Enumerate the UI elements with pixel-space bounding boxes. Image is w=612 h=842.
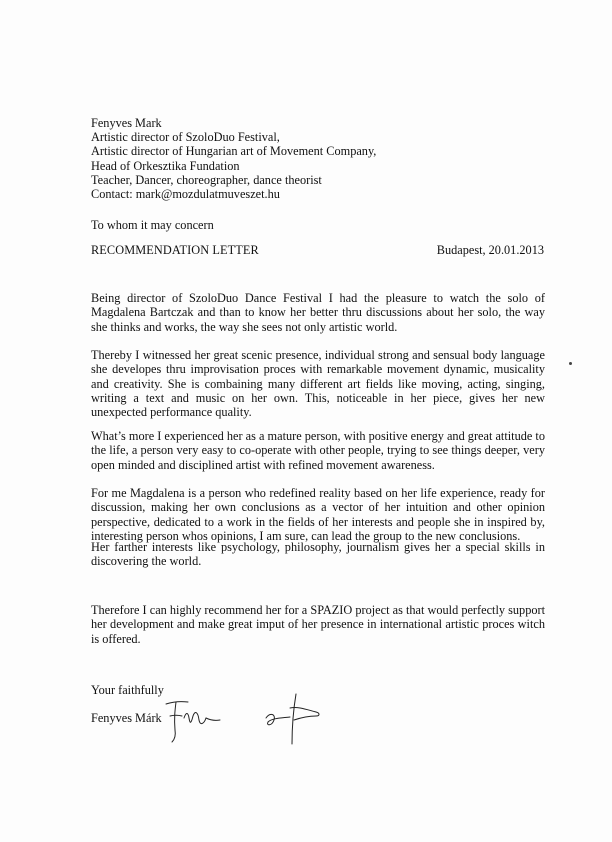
- letter-title: RECOMMENDATION LETTER: [91, 243, 259, 257]
- sender-role-3: Head of Orkesztika Fundation: [91, 158, 240, 173]
- paragraph-5: Her farther interests like psychology, philosophy, journalism gives her a special skills in discovering the world.: [91, 540, 545, 569]
- paragraph-4: For me Magdalena is a person who redefined reality based on her life experience, ready for discussion, making her own conclusions as a vector of her intuition and other opinion perspective, dedicated to a work in the fields of her interests and people she in inspired by, interesting person whos opinions, I am sure, can lead the group to the new conclusions.: [91, 486, 545, 543]
- handwritten-signature: [158, 688, 328, 748]
- closing-phrase: Your faithfully: [91, 683, 164, 697]
- sender-role-2: Artistic director of Hungarian art of Movement Company,: [91, 144, 377, 159]
- sender-role-4: Teacher, Dancer, choreographer, dance theorist: [91, 172, 322, 187]
- sender-name: Fenyves Mark: [91, 116, 162, 130]
- salutation: To whom it may concern: [91, 218, 214, 232]
- paper-speck: [569, 362, 572, 365]
- sender-contact: Contact: mark@mozdulatmuveszet.hu: [91, 187, 280, 202]
- paragraph-3: What’s more I experienced her as a mature person, with positive energy and great attitude to the life, a person very easy to co-operate with other people, trying to see things deeper, very open minded and disciplined artist with refined movement awareness.: [91, 429, 545, 472]
- paragraph-6: Therefore I can highly recommend her for a SPAZIO project as that would perfectly support her development and make great imput of her presence in international artistic proces witch is offered.: [91, 603, 545, 646]
- place-date: Budapest, 20.01.2013: [436, 243, 544, 257]
- paragraph-2: Thereby I witnessed her great scenic presence, individual strong and sensual body language she developes thru improvisation proces with remarkable movement dynamic, musicality and creativity. She is combaining many different art fields like moving, acting, singing, writing a text and music on her own. This, noticeable in her piece, gives her new unexpected performance quality.: [91, 348, 545, 420]
- signer-name: Fenyves Márk: [91, 711, 162, 725]
- sender-block: [91, 116, 376, 201]
- sender-role-1: Artistic director of SzoloDuo Festival,: [91, 130, 280, 145]
- paragraph-1: Being director of SzoloDuo Dance Festival I had the pleasure to watch the solo of Magdalena Bartczak and than to know her better thru discussions about her solo, the way she thinks and works, the way she sees not only artistic world.: [91, 291, 545, 334]
